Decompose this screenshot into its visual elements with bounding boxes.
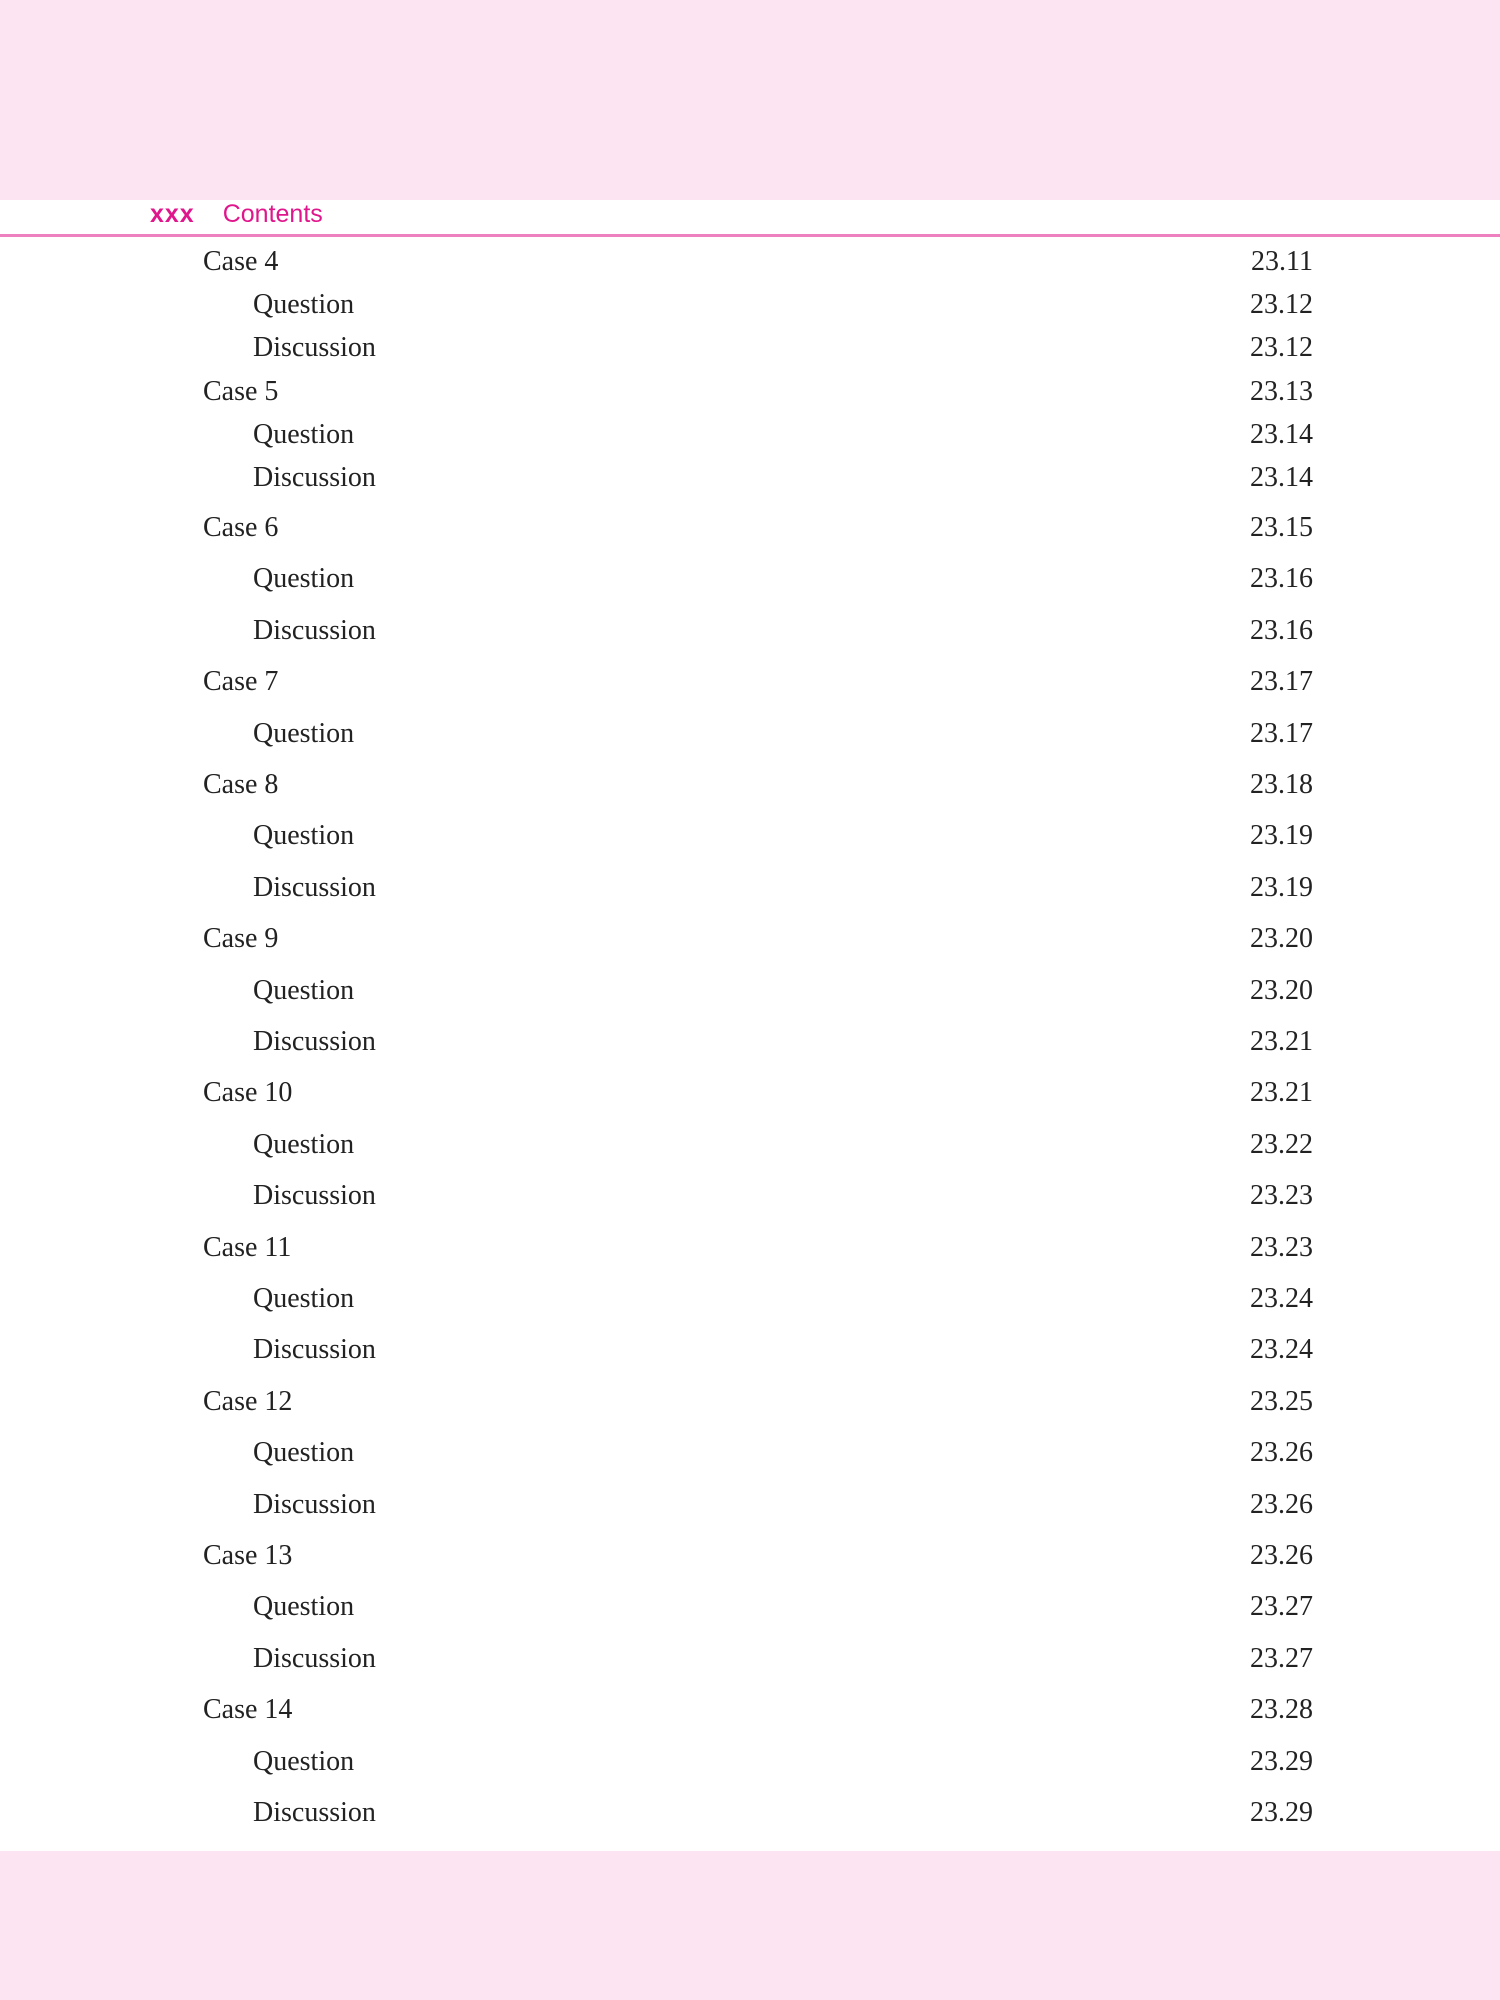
toc-entry[interactable]: [0, 765, 1500, 805]
toc-subentry[interactable]: [0, 1279, 1500, 1319]
toc-subentry[interactable]: [0, 1022, 1500, 1062]
toc-subentry[interactable]: [0, 1330, 1500, 1370]
toc-subentry[interactable]: [0, 1125, 1500, 1165]
toc-entry-label: Discussion: [253, 462, 376, 493]
toc-entry-label: Question: [253, 289, 355, 320]
toc-entry-label: Case 12: [203, 1386, 293, 1417]
toc-page-number: 23.20: [1250, 923, 1313, 954]
toc-page-number: 23.26: [1250, 1540, 1313, 1571]
toc-entry-label: Discussion: [253, 1797, 376, 1828]
toc-subentry[interactable]: [0, 415, 1500, 455]
toc-subentry[interactable]: [0, 971, 1500, 1011]
toc-entry[interactable]: [0, 1536, 1500, 1576]
toc-page-number: 23.23: [1250, 1232, 1313, 1263]
toc-entry[interactable]: [0, 1382, 1500, 1422]
toc-entry-label: Question: [253, 1746, 355, 1777]
toc-subentry[interactable]: [0, 1639, 1500, 1679]
toc-page-number: 23.19: [1250, 820, 1313, 851]
toc-entry-label: Question: [253, 1129, 355, 1160]
toc-entry[interactable]: [0, 1073, 1500, 1113]
toc-subentry[interactable]: [0, 285, 1500, 325]
toc-entry-label: Case 9: [203, 923, 279, 954]
toc-subentry[interactable]: [0, 1587, 1500, 1627]
toc-entry-label: Discussion: [253, 1643, 376, 1674]
toc-entry-label: Case 14: [203, 1694, 293, 1725]
toc-entry-label: Case 13: [203, 1540, 293, 1571]
toc-page-number: 23.22: [1250, 1129, 1313, 1160]
toc-page-number: 23.15: [1250, 512, 1313, 543]
toc-entry-label: Question: [253, 563, 355, 594]
toc-entry-label: Discussion: [253, 1489, 376, 1520]
toc-subentry[interactable]: [0, 611, 1500, 651]
toc-page-number: 23.29: [1250, 1797, 1313, 1828]
toc-subentry[interactable]: [0, 714, 1500, 754]
toc-subentry[interactable]: [0, 1793, 1500, 1833]
toc-page-number: 23.21: [1250, 1077, 1313, 1108]
toc-entry-label: Question: [253, 820, 355, 851]
toc-page-number: 23.18: [1250, 769, 1313, 800]
toc-entry-label: Question: [253, 1437, 355, 1468]
toc-entry-label: Case 10: [203, 1077, 293, 1108]
toc-page-number: 23.20: [1250, 975, 1313, 1006]
toc-page-number: 23.29: [1250, 1746, 1313, 1777]
toc-page-number: 23.16: [1250, 615, 1313, 646]
toc-page-number: 23.27: [1250, 1643, 1313, 1674]
toc-entry[interactable]: [0, 1228, 1500, 1268]
toc-entry-label: Case 4: [203, 246, 279, 277]
toc-page-number: 23.26: [1250, 1489, 1313, 1520]
toc-page-number: 23.27: [1250, 1591, 1313, 1622]
toc-page-number: 23.24: [1250, 1334, 1313, 1365]
toc-page-number: 23.12: [1250, 332, 1313, 363]
toc-entry-label: Question: [253, 718, 355, 749]
bottom-margin-band: [0, 1851, 1500, 2000]
toc-entry-label: Discussion: [253, 332, 376, 363]
toc-entry-label: Case 8: [203, 769, 279, 800]
toc-entry-label: Discussion: [253, 1180, 376, 1211]
toc-subentry[interactable]: [0, 868, 1500, 908]
toc-entry-label: Case 7: [203, 666, 279, 697]
toc-page-number: 23.17: [1250, 718, 1313, 749]
toc-subentry[interactable]: [0, 328, 1500, 368]
toc-page-number: 23.21: [1250, 1026, 1313, 1057]
toc-subentry[interactable]: [0, 816, 1500, 856]
toc-entry[interactable]: [0, 1690, 1500, 1730]
toc-entry-label: Discussion: [253, 872, 376, 903]
toc-entry[interactable]: [0, 372, 1500, 412]
toc-entry[interactable]: [0, 242, 1500, 282]
toc-entry-label: Discussion: [253, 1026, 376, 1057]
toc-entry-label: Question: [253, 1283, 355, 1314]
toc-entry[interactable]: [0, 508, 1500, 548]
toc-subentry[interactable]: [0, 1742, 1500, 1782]
toc-page-number: 23.16: [1250, 563, 1313, 594]
toc-entry-label: Case 11: [203, 1232, 292, 1263]
toc-page-number: 23.24: [1250, 1283, 1313, 1314]
toc-page-number: 23.13: [1250, 376, 1313, 407]
toc-page-number: 23.14: [1250, 419, 1313, 450]
toc-entry-label: Question: [253, 419, 355, 450]
toc-subentry[interactable]: [0, 458, 1500, 498]
toc-entry-label: Question: [253, 1591, 355, 1622]
toc-page-number: 23.19: [1250, 872, 1313, 903]
toc-page-number: 23.28: [1250, 1694, 1313, 1725]
toc-page-number: 23.12: [1250, 289, 1313, 320]
toc-entry-label: Case 6: [203, 512, 279, 543]
toc-page-number: 23.17: [1250, 666, 1313, 697]
toc-subentry[interactable]: [0, 1433, 1500, 1473]
toc-page-number: 23.11: [1251, 246, 1313, 277]
toc-entry-label: Discussion: [253, 1334, 376, 1365]
toc-subentry[interactable]: [0, 1485, 1500, 1525]
toc-subentry[interactable]: [0, 1176, 1500, 1216]
toc-entry-label: Case 5: [203, 376, 279, 407]
toc-subentry[interactable]: [0, 559, 1500, 599]
toc-page-number: 23.23: [1250, 1180, 1313, 1211]
toc-entry[interactable]: [0, 919, 1500, 959]
toc-page-number: 23.14: [1250, 462, 1313, 493]
toc-page-number: 23.26: [1250, 1437, 1313, 1468]
toc-page-number: 23.25: [1250, 1386, 1313, 1417]
toc-entry-label: Question: [253, 975, 355, 1006]
toc-entry-label: Discussion: [253, 615, 376, 646]
toc-entry[interactable]: [0, 662, 1500, 702]
page-folio: xxx: [150, 199, 195, 228]
running-header-title: Contents: [222, 199, 323, 228]
